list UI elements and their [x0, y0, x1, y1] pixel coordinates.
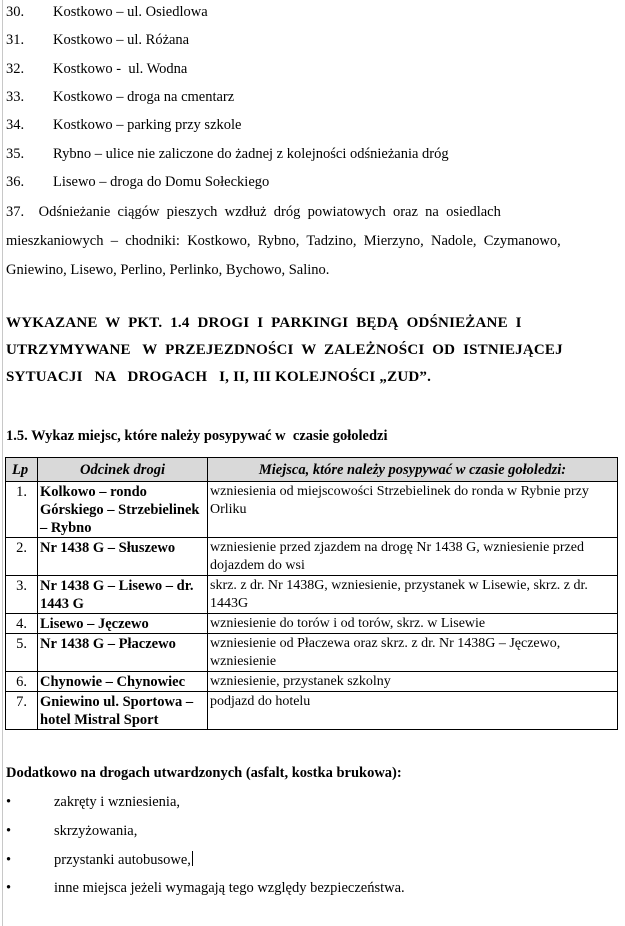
item-number: 30. [6, 4, 25, 20]
cell-places: skrz. z dr. Nr 1438G, wzniesienie, przystanek w Lisewie, skrz. z dr. 1443G [208, 576, 618, 614]
icing-places-table [5, 457, 618, 730]
bullet-text: skrzyżowania, [54, 823, 138, 839]
item-text: Kostkowo – ul. Osiedlowa [53, 4, 208, 20]
heading-line: WYKAZANE W PKT. 1.4 DROGI I PARKINGI BĘDĄ ODŚNIEŻANE I [6, 315, 522, 331]
text-cursor [192, 851, 193, 866]
table-row [6, 614, 618, 634]
paragraph-line: mieszkaniowych – chodniki: Kostkowo, Rybno, Tadzino, Mierzyno, Nadole, Czymanowo, [6, 233, 561, 249]
list-item [6, 117, 241, 134]
cell-lp: 4. [6, 614, 38, 634]
item-number: 35. [6, 146, 25, 162]
item-text: Kostkowo – droga na cmentarz [53, 89, 235, 105]
cell-road: Nr 1438 G – Słuszewo [38, 538, 208, 576]
item-text: Rybno – ulice nie zaliczone do żadnej z kolejności odśnieżania dróg [53, 146, 449, 162]
table-row [6, 538, 618, 576]
list-item [6, 32, 189, 49]
cell-lp: 5. [6, 634, 38, 672]
cell-road: Lisewo – Jęczewo [38, 614, 208, 634]
header-road: Odcinek drogi [38, 458, 208, 482]
table-row [6, 634, 618, 672]
list-item [6, 4, 208, 21]
cell-places: podjazd do hotelu [208, 692, 618, 730]
bullet-text: zakręty i wzniesienia, [54, 794, 181, 810]
item-text: Lisewo – droga do Domu Sołeckiego [53, 174, 270, 190]
bullet-item [6, 851, 193, 869]
item-37-paragraph [6, 198, 625, 285]
bullet-text: inne miejsca jeżeli wymagają tego względy bezpieczeństwa. [54, 880, 405, 896]
list-item [6, 61, 187, 78]
bullet-dot: • [6, 794, 12, 810]
item-text: Kostkowo - ul. Wodna [53, 61, 188, 77]
cell-lp: 6. [6, 672, 38, 692]
zud-heading [6, 310, 625, 391]
bullet-item [6, 823, 137, 840]
item-number: 32. [6, 61, 25, 77]
header-places: Miejsca, które należy posypywać w czasie gołoledzi: [208, 458, 618, 482]
cell-places: wzniesienia od miejscowości Strzebielinek do ronda w Rybnie przy Orliku [208, 482, 618, 538]
bullet-item [6, 880, 405, 897]
item-number: 31. [6, 32, 25, 48]
bullet-dot: • [6, 823, 12, 839]
bullet-dot: • [6, 880, 12, 896]
page-margin-line [2, 0, 3, 926]
bullet-item [6, 794, 180, 811]
heading-line: SYTUACJI NA DROGACH I, II, III KOLEJNOŚCI „ZUD”. [6, 369, 432, 385]
cell-lp: 2. [6, 538, 38, 576]
item-text: Kostkowo – parking przy szkole [53, 117, 242, 133]
paragraph-line: Gniewino, Lisewo, Perlino, Perlinko, Bychowo, Salino. [6, 262, 330, 278]
item-text: Kostkowo – ul. Różana [53, 32, 190, 48]
heading-line: UTRZYMYWANE W PRZEJEZDNOŚCI W ZALEŻNOŚCI OD ISTNIEJĄCEJ [6, 342, 563, 358]
cell-road: Kolkowo – rondo Górskiego – Strzebielinek – Rybno [38, 482, 208, 538]
cell-places: wzniesienie od Płaczewa oraz skrz. z dr. Nr 1438G – Jęczewo, wzniesienie [208, 634, 618, 672]
item-number: 34. [6, 117, 25, 133]
list-item [6, 146, 449, 163]
cell-road: Nr 1438 G – Płaczewo [38, 634, 208, 672]
cell-places: wzniesienie, przystanek szkolny [208, 672, 618, 692]
cell-lp: 1. [6, 482, 38, 538]
item-number: 36. [6, 174, 25, 190]
cell-road: Chynowie – Chynowiec [38, 672, 208, 692]
additional-title: Dodatkowo na drogach utwardzonych (asfalt, kostka brukowa): [6, 765, 402, 781]
paragraph-line: 37. Odśnieżanie ciągów pieszych wzdłuż dróg powiatowych oraz na osiedlach [6, 204, 501, 220]
cell-road: Nr 1438 G – Lisewo – dr. 1443 G [38, 576, 208, 614]
list-item [6, 174, 269, 191]
item-number: 33. [6, 89, 25, 105]
cell-places: wzniesienie przed zjazdem na drogę Nr 1438 G, wzniesienie przed dojazdem do wsi [208, 538, 618, 576]
section-title: 1.5. Wykaz miejsc, które należy posypywać w czasie gołoledzi [6, 428, 388, 444]
table-header-row [6, 458, 618, 482]
cell-places: wzniesienie do torów i od torów, skrz. w Lisewie [208, 614, 618, 634]
table-row [6, 692, 618, 730]
cell-lp: 7. [6, 692, 38, 730]
bullet-dot: • [6, 852, 12, 868]
bullet-text[interactable]: przystanki autobusowe, [54, 852, 191, 868]
cell-lp: 3. [6, 576, 38, 614]
table-row [6, 482, 618, 538]
table-row [6, 672, 618, 692]
list-item [6, 89, 234, 106]
table-row [6, 576, 618, 614]
cell-road: Gniewino ul. Sportowa – hotel Mistral Sport [38, 692, 208, 730]
header-lp: Lp [6, 458, 38, 482]
